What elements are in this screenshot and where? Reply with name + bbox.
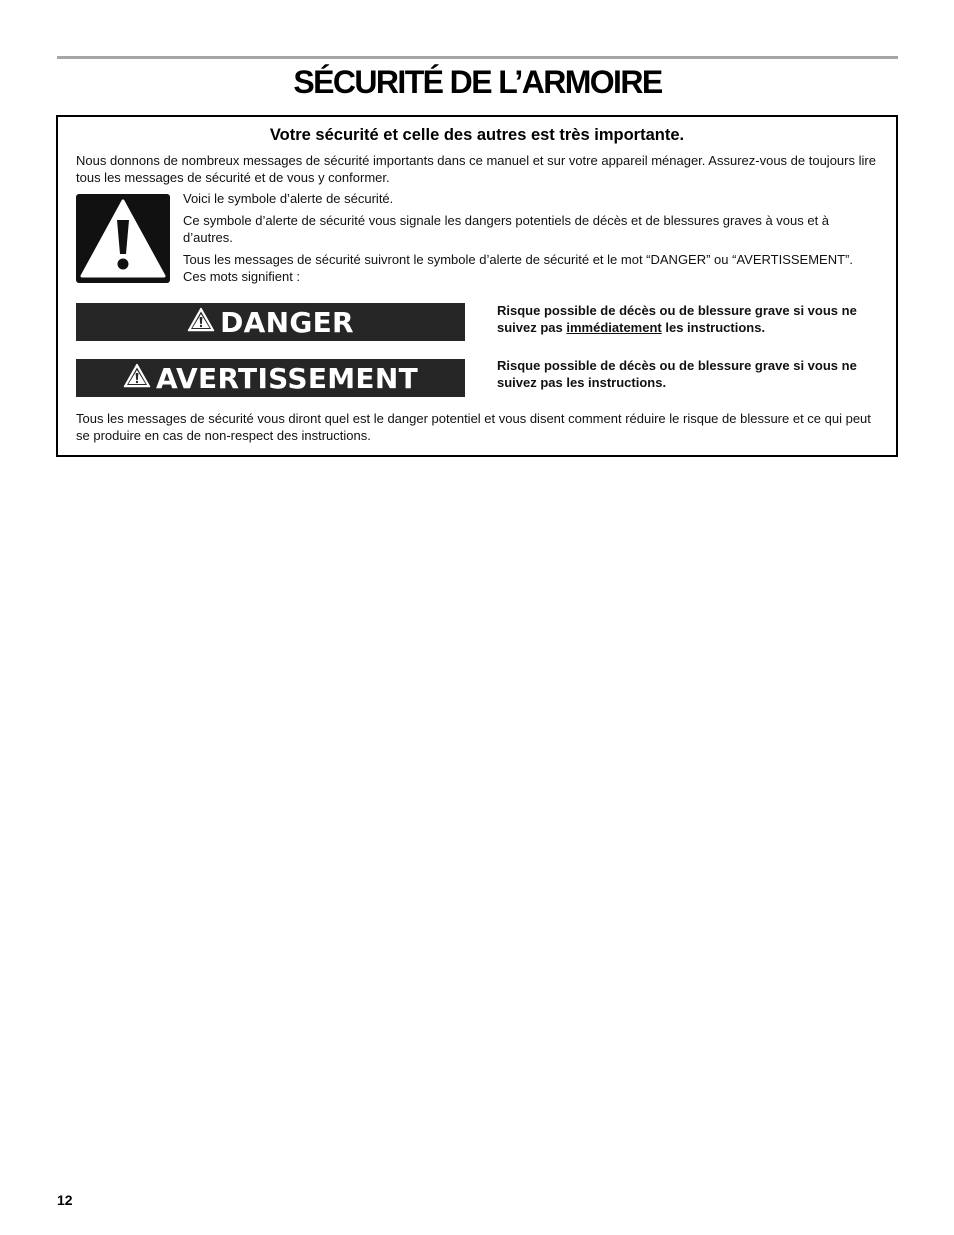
danger-description: [497, 302, 892, 336]
warning-signal-banner: [76, 359, 465, 397]
closing-text: Tous les messages de sécurité vous diront quel est le danger potentiel et vous disent comment réduire le risque de blessure et ce qui peut se produire en cas de non-respect des instructions.: [76, 411, 871, 443]
page-title: SÉCURITÉ DE L’ARMOIRE: [293, 64, 662, 100]
top-rule: [57, 56, 898, 59]
symbol-line-2: Ce symbole d’alerte de sécurité vous signale les dangers potentiels de décès et de blessures graves à vous et à d’autres.: [183, 213, 830, 245]
safety-message-box: [56, 115, 898, 457]
danger-signal-word: DANGER: [220, 305, 354, 339]
danger-alert-icon: [187, 306, 215, 339]
symbol-line-3: Tous les messages de sécurité suivront le symbole d’alerte de sécurité et le mot “DANGER” ou “AVERTISSEMENT”. Ces mots signifient :: [183, 252, 853, 284]
box-heading: Votre sécurité et celle des autres est très importante.: [269, 126, 685, 144]
warning-signal-word: AVERTISSEMENT: [155, 361, 418, 395]
warning-alert-icon: [123, 362, 151, 395]
safety-alert-triangle-icon: [76, 194, 170, 283]
page-number: 12: [57, 1192, 73, 1208]
danger-desc-after: les instructions.: [661, 320, 766, 335]
danger-signal-banner: [76, 303, 465, 341]
danger-desc-before: Risque possible de décès ou de blessure grave si vous ne suivez pas: [497, 303, 857, 335]
danger-desc-emphasis: immédiatement: [566, 320, 662, 335]
intro-text: Nous donnons de nombreux messages de sécurité importants dans ce manuel et sur votre appareil ménager. Assurez-vous de toujours lire tous les messages de sécurité et de vous y conformer.: [76, 153, 876, 185]
warning-description: Risque possible de décès ou de blessure grave si vous ne suivez pas les instructions.: [497, 358, 857, 390]
symbol-line-1: Voici le symbole d’alerte de sécurité.: [183, 191, 394, 206]
